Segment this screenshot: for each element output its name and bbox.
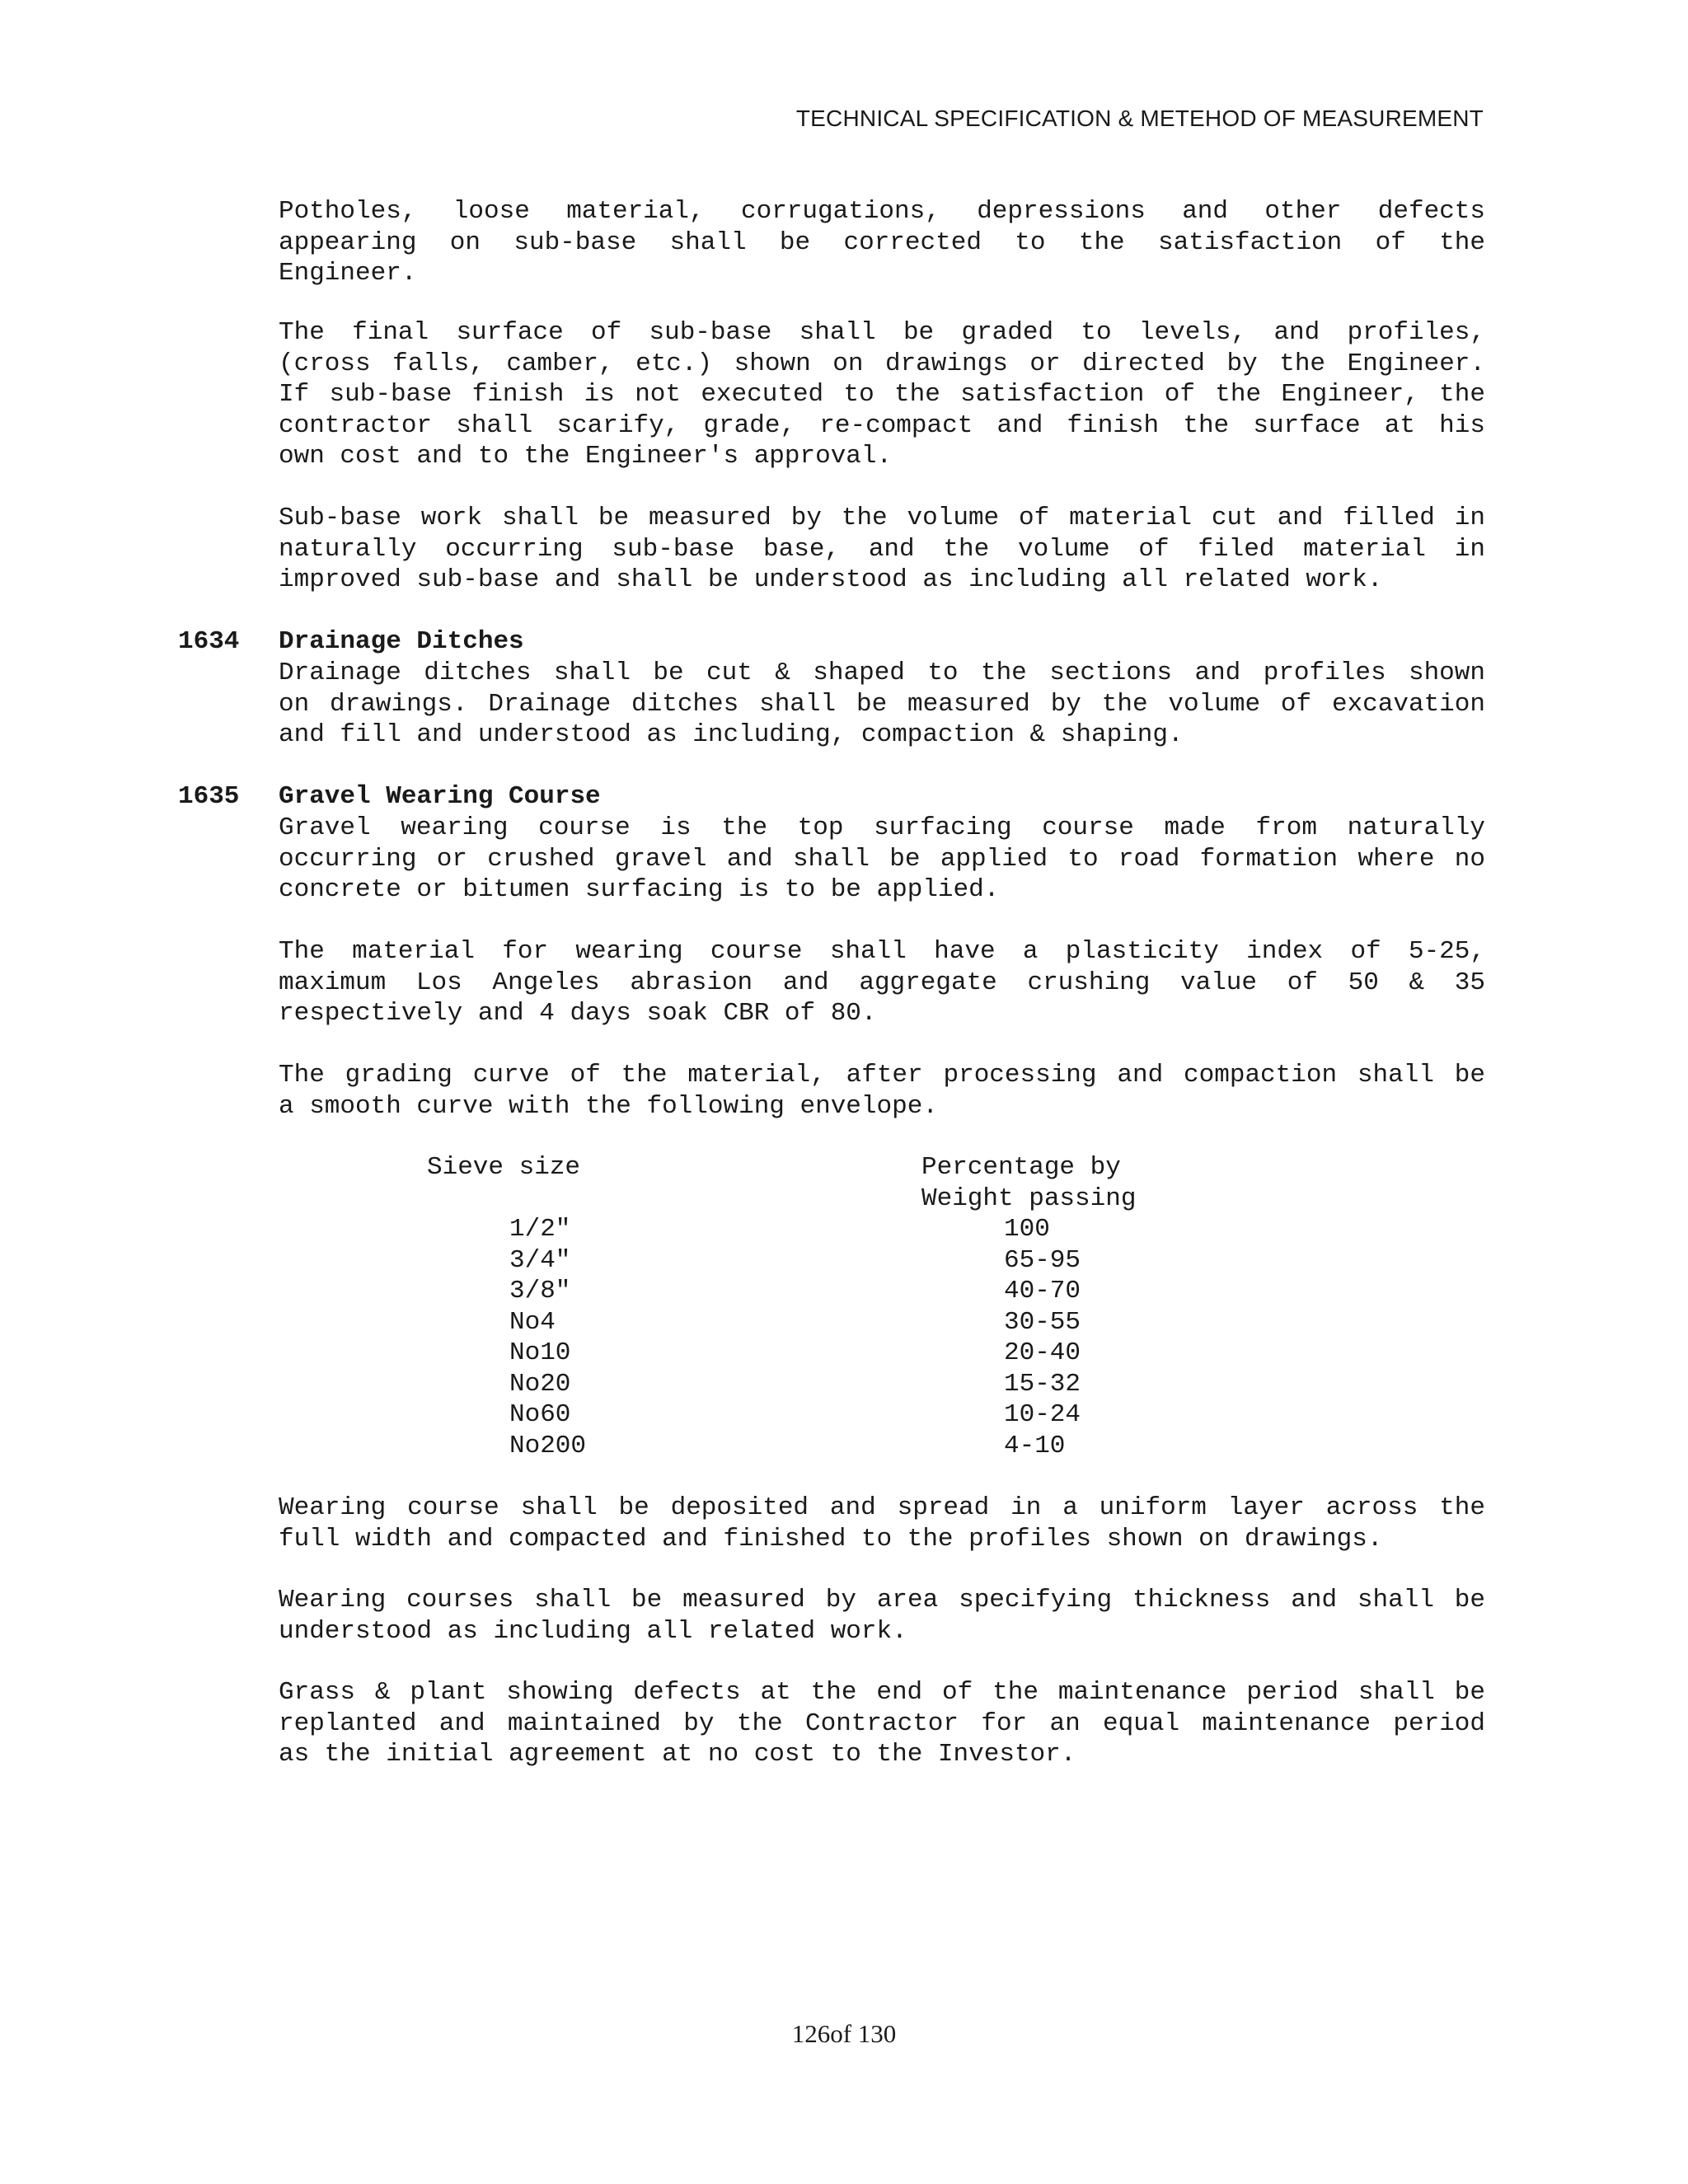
text-line: a smooth curve with the following envelope.: [279, 1091, 938, 1121]
paragraph-grading-curve: [279, 1060, 1485, 1122]
text-line: concrete or bitumen surfacing is to be applied.: [279, 875, 1000, 904]
text-line: on drawings. Drainage ditches shall be measured by the volume of excavation: [279, 689, 1485, 719]
table-cell-passing: 20-40: [1004, 1338, 1081, 1367]
text-line: naturally occurring sub-base base, and the volume of filed material in: [279, 534, 1485, 564]
text-line: own cost and to the Engineer's approval.: [279, 442, 893, 471]
text-line: occurring or crushed gravel and shall be applied to road formation where no: [279, 844, 1485, 874]
page-number: 126of 130: [791, 2019, 897, 2048]
section-number-1635: 1635: [178, 782, 240, 811]
text-line: Drainage ditches shall be cut & shaped to the sections and profiles shown: [279, 658, 1485, 687]
text-line: appearing on sub-base shall be corrected to the satisfaction of the: [279, 227, 1485, 257]
table-cell-passing: 40-70: [1004, 1277, 1081, 1305]
section-title-gravel-wearing-course: Gravel Wearing Course: [279, 782, 601, 811]
table-cell-sieve: 3/4": [509, 1245, 571, 1275]
table-header-line: Percentage by: [921, 1153, 1121, 1182]
table-cell-sieve: No60: [509, 1400, 571, 1429]
table-cell-sieve: No20: [509, 1369, 571, 1399]
text-line: The final surface of sub-base shall be graded to levels, and profiles,: [279, 318, 1485, 347]
paragraph-potholes: [279, 196, 1485, 289]
text-line: Grass & plant showing defects at the end of the maintenance period shall be: [279, 1678, 1485, 1707]
section-title-drainage-ditches: Drainage Ditches: [279, 627, 524, 656]
paragraph-final-surface: [279, 317, 1485, 472]
paragraph-gravel-definition: [279, 813, 1485, 906]
text-line: The grading curve of the material, after processing and compaction shall be: [279, 1061, 1485, 1090]
paragraph-wearing-deposit: [279, 1493, 1485, 1554]
table-header-line: Weight passing: [921, 1183, 1137, 1213]
table-cell-sieve: No10: [509, 1338, 571, 1367]
text-line: (cross falls, camber, etc.) shown on drawings or directed by the Engineer.: [279, 349, 1485, 378]
paragraph-grass-plant: [279, 1677, 1485, 1770]
table-cell-sieve: 3/8": [509, 1277, 571, 1305]
text-line: replanted and maintained by the Contractor for an equal maintenance period: [279, 1708, 1485, 1738]
text-line: Sub-base work shall be measured by the volume of material cut and filled in: [279, 504, 1485, 532]
text-line: as the initial agreement at no cost to the Investor.: [279, 1740, 1076, 1769]
table-header-sieve-size: Sieve size: [427, 1153, 581, 1182]
table-cell-sieve: No200: [509, 1431, 587, 1460]
text-line: Gravel wearing course is the top surfacing course made from naturally: [279, 813, 1485, 842]
paragraph-material-properties: [279, 936, 1485, 1029]
text-line: contractor shall scarify, grade, re-compact and finish the surface at his: [279, 410, 1485, 440]
section-number-1634: 1634: [178, 627, 240, 656]
text-line: The material for wearing course shall have a plasticity index of 5-25,: [279, 937, 1485, 966]
text-line: maximum Los Angeles abrasion and aggregate crushing value of 50 & 35: [279, 968, 1485, 997]
paragraph-drainage-ditches: [279, 658, 1485, 751]
text-line: If sub-base finish is not executed to the satisfaction of the Engineer, the: [279, 380, 1485, 409]
text-line: and fill and understood as including, compaction & shaping.: [279, 720, 1184, 749]
table-cell-passing: 10-24: [1004, 1400, 1081, 1429]
table-header-percentage: [921, 1152, 1136, 1214]
text-line: Potholes, loose material, corrugations, depressions and other defects: [279, 197, 1485, 226]
table-cell-passing: 15-32: [1004, 1369, 1081, 1399]
text-line: Wearing courses shall be measured by area specifying thickness and shall be: [279, 1586, 1485, 1615]
text-line: improved sub-base and shall be understood as including all related work.: [279, 565, 1383, 594]
table-cell-passing: 100: [1004, 1215, 1050, 1244]
table-column-sieve: [509, 1214, 586, 1461]
paragraph-wearing-measurement: [279, 1585, 1485, 1647]
table-cell-passing: 30-55: [1004, 1307, 1081, 1337]
paragraph-sub-base-measurement: [279, 503, 1485, 596]
table-column-passing: [1004, 1214, 1081, 1461]
table-cell-passing: 65-95: [1004, 1245, 1081, 1275]
table-cell-passing: 4-10: [1004, 1431, 1066, 1460]
table-cell-sieve: No4: [509, 1307, 556, 1337]
text-line: full width and compacted and finished to the profiles shown on drawings.: [279, 1524, 1383, 1554]
text-line: respectively and 4 days soak CBR of 80.: [279, 999, 877, 1028]
page-header-title: TECHNICAL SPECIFICATION & METEHOD OF MEASUREMENT: [795, 105, 1484, 131]
table-cell-sieve: 1/2": [509, 1215, 571, 1244]
text-line: Engineer.: [279, 259, 417, 288]
text-line: understood as including all related work.: [279, 1616, 907, 1646]
text-line: Wearing course shall be deposited and spread in a uniform layer across the: [279, 1493, 1485, 1522]
